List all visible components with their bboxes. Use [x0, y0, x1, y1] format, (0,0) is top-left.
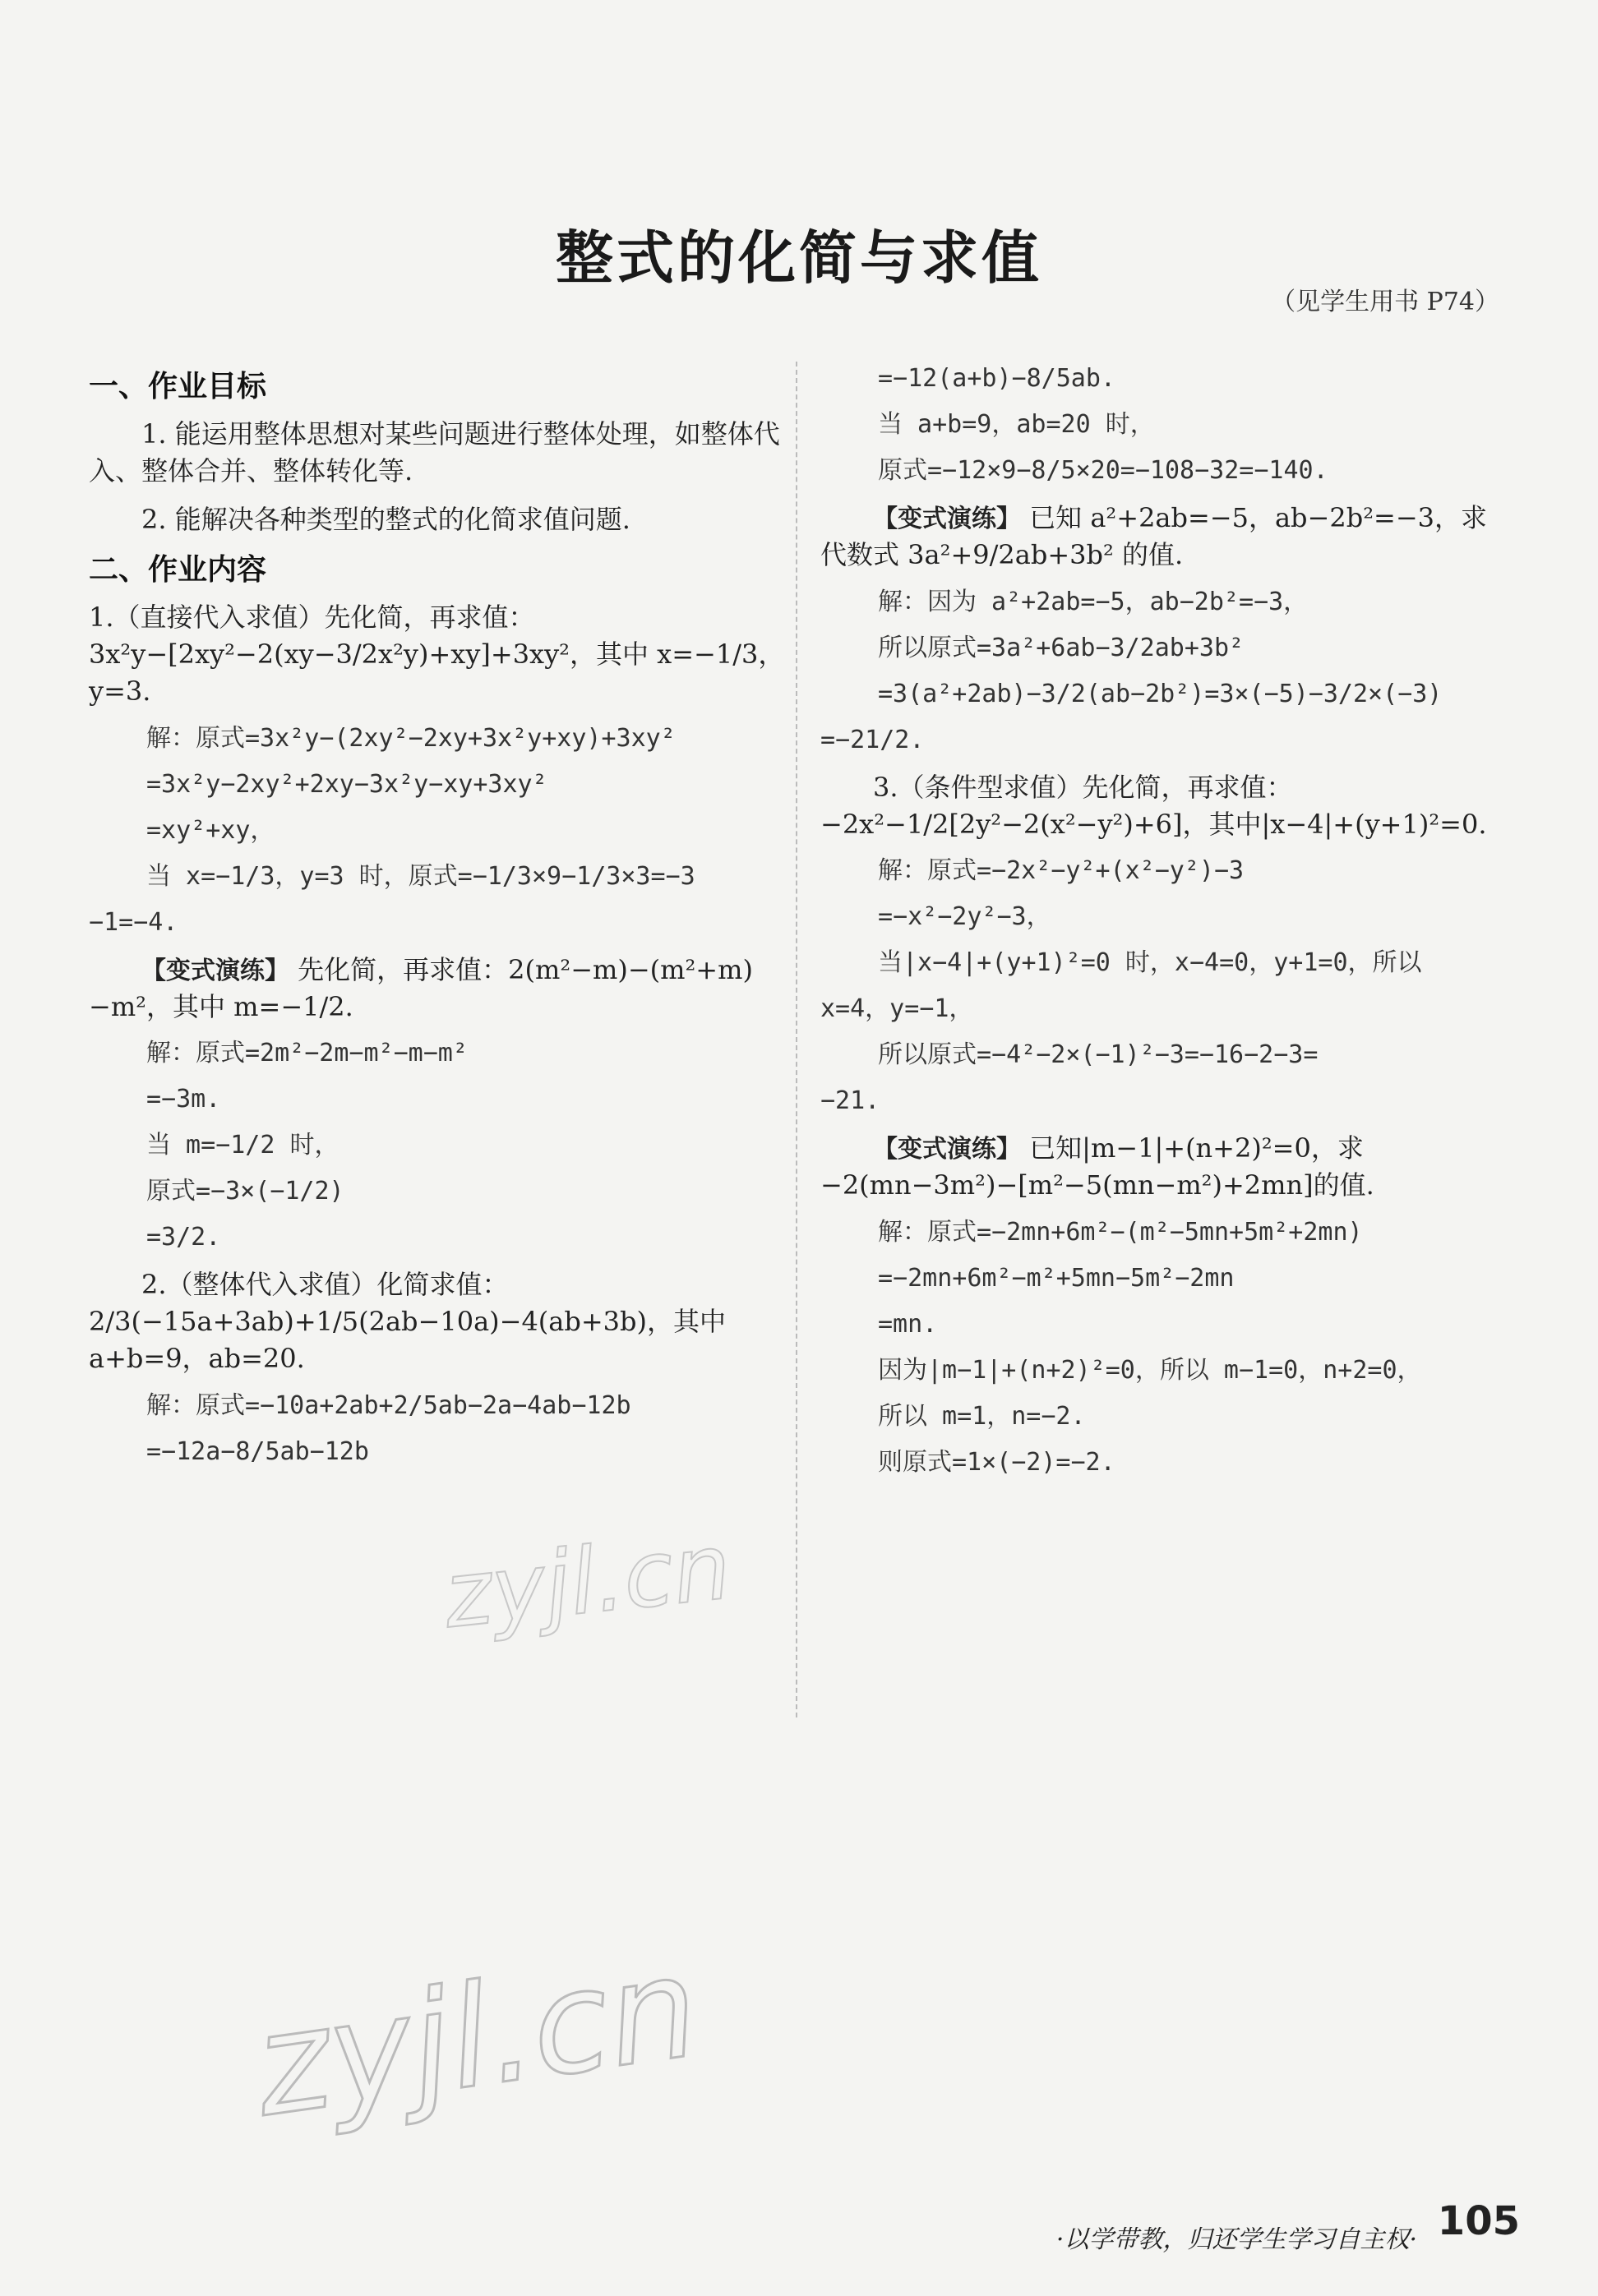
footer-slogan: ·以学带教，归还学生学习自主权·	[1055, 2225, 1417, 2254]
v3-solution-line: =−2mn+6m²−m²+5mn−5m²−2mn	[878, 1264, 1235, 1293]
q3-solution-line: 当|x−4|+(y+1)²=0 时，x−4=0，y+1=0，所以	[878, 948, 1422, 978]
variant-3	[820, 1130, 1511, 1204]
column-divider	[796, 362, 797, 1717]
section-goals-title: 一、作业目标	[89, 370, 267, 403]
left-column	[89, 362, 787, 1481]
v3-solution-line: 解：原式=−2mn+6m²−(m²−5mn+5m²+2mn)	[878, 1218, 1363, 1247]
q3-solution-line: x=4，y=−1，	[820, 994, 974, 1024]
variant-3-text: 已知|m−1|+(n+2)²=0，求−2(mn−3m²)−[m²−5(mn−m²)+2mn]的值.	[820, 1132, 1374, 1201]
q3-solution-line: =−x²−2y²−3，	[878, 902, 1051, 932]
section-content-title: 二、作业内容	[89, 552, 267, 587]
variant-2	[820, 500, 1511, 574]
q2-solution-line: 当 a+b=9，ab=20 时，	[878, 410, 1155, 439]
q2-solution-line: 解：原式=−10a+2ab+2/5ab−2a−4ab−12b	[146, 1390, 631, 1420]
q3-solution-line: 解：原式=−2x²−y²+(x²−y²)−3	[878, 856, 1245, 886]
question-1: 1.（直接代入求值）先化简，再求值：3x²y−[2xy²−2(xy−3/2x²y)+xy]+3xy²，其中 x=−1/3，y=3.	[89, 602, 785, 707]
v2-solution-line: =−21/2.	[820, 725, 925, 754]
variant-tag: 【变式演练】	[873, 505, 1021, 533]
goal-2: 2. 能解决各种类型的整式的化简求值问题.	[141, 503, 630, 535]
q1-solution-line: =3x²y−2xy²+2xy−3x²y−xy+3xy²	[146, 769, 547, 799]
v3-solution-line: 所以 m=1，n=−2.	[878, 1402, 1086, 1432]
variant-tag: 【变式演练】	[141, 956, 289, 985]
v2-solution-line: 所以原式=3a²+6ab−3/2ab+3b²	[878, 633, 1245, 662]
right-column	[820, 362, 1511, 1491]
v1-solution-line: =3/2.	[146, 1223, 221, 1252]
v1-solution-line: 当 m=−1/2 时，	[146, 1131, 339, 1160]
v3-solution-line: =mn.	[878, 1310, 938, 1339]
v2-solution-line: =3(a²+2ab)−3/2(ab−2b²)=3×(−5)−3/2×(−3)	[878, 679, 1443, 708]
v2-solution-line: 解：因为 a²+2ab=−5，ab−2b²=−3，	[878, 587, 1309, 616]
variant-1	[89, 952, 787, 1026]
q3-solution-line: −21.	[820, 1086, 880, 1116]
q1-solution-line: 解：原式=3x²y−(2xy²−2xy+3x²y+xy)+3xy²	[146, 723, 676, 753]
goal-1: 1. 能运用整体思想对某些问题进行整体处理，如整体代入、整体合并、整体转化等.	[89, 418, 780, 487]
variant-2-text: 已知 a²+2ab=−5，ab−2b²=−3，求代数式 3a²+9/2ab+3b² 的值.	[820, 502, 1488, 570]
variant-1-text: 先化简，再求值：2(m²−m)−(m²+m)−m²，其中 m=−1/2.	[89, 953, 753, 1022]
textbook-reference: （见学生用书 P74）	[1271, 288, 1499, 316]
question-3: 3.（条件型求值）先化简，再求值：−2x²−1/2[2y²−2(x²−y²)+6]，其中|x−4|+(y+1)²=0.	[820, 771, 1487, 840]
v3-solution-line: 因为|m−1|+(n+2)²=0，所以 m−1=0，n+2=0，	[878, 1356, 1422, 1385]
v3-solution-line: 则原式=1×(−2)=−2.	[878, 1448, 1115, 1478]
v1-solution-line: =−3m.	[146, 1085, 221, 1114]
q2-solution-line: =−12a−8/5ab−12b	[146, 1436, 369, 1466]
q1-solution-line: −1=−4.	[89, 907, 178, 937]
page-number: 105	[1437, 2198, 1520, 2244]
v1-solution-line: 原式=−3×(−1/2)	[146, 1177, 344, 1206]
page-title: 整式的化简与求值	[556, 224, 1042, 292]
question-2: 2.（整体代入求值）化简求值：2/3(−15a+3ab)+1/5(2ab−10a)−4(ab+3b)，其中 a+b=9，ab=20.	[89, 1269, 726, 1374]
q2-solution-line: 原式=−12×9−8/5×20=−108−32=−140.	[878, 456, 1328, 485]
q3-solution-line: 所以原式=−4²−2×(−1)²−3=−16−2−3=	[878, 1040, 1319, 1070]
watermark-logo: zyjl.cn	[439, 1514, 736, 1648]
q1-solution-line: =xy²+xy，	[146, 815, 275, 845]
watermark-logo: zyjl.cn	[245, 1925, 708, 2149]
variant-tag: 【变式演练】	[873, 1135, 1021, 1164]
q1-solution-line: 当 x=−1/3，y=3 时，原式=−1/3×9−1/3×3=−3	[146, 861, 695, 891]
q2-solution-line: =−12(a+b)−8/5ab.	[878, 364, 1115, 393]
v1-solution-line: 解：原式=2m²−2m−m²−m−m²	[146, 1039, 468, 1068]
